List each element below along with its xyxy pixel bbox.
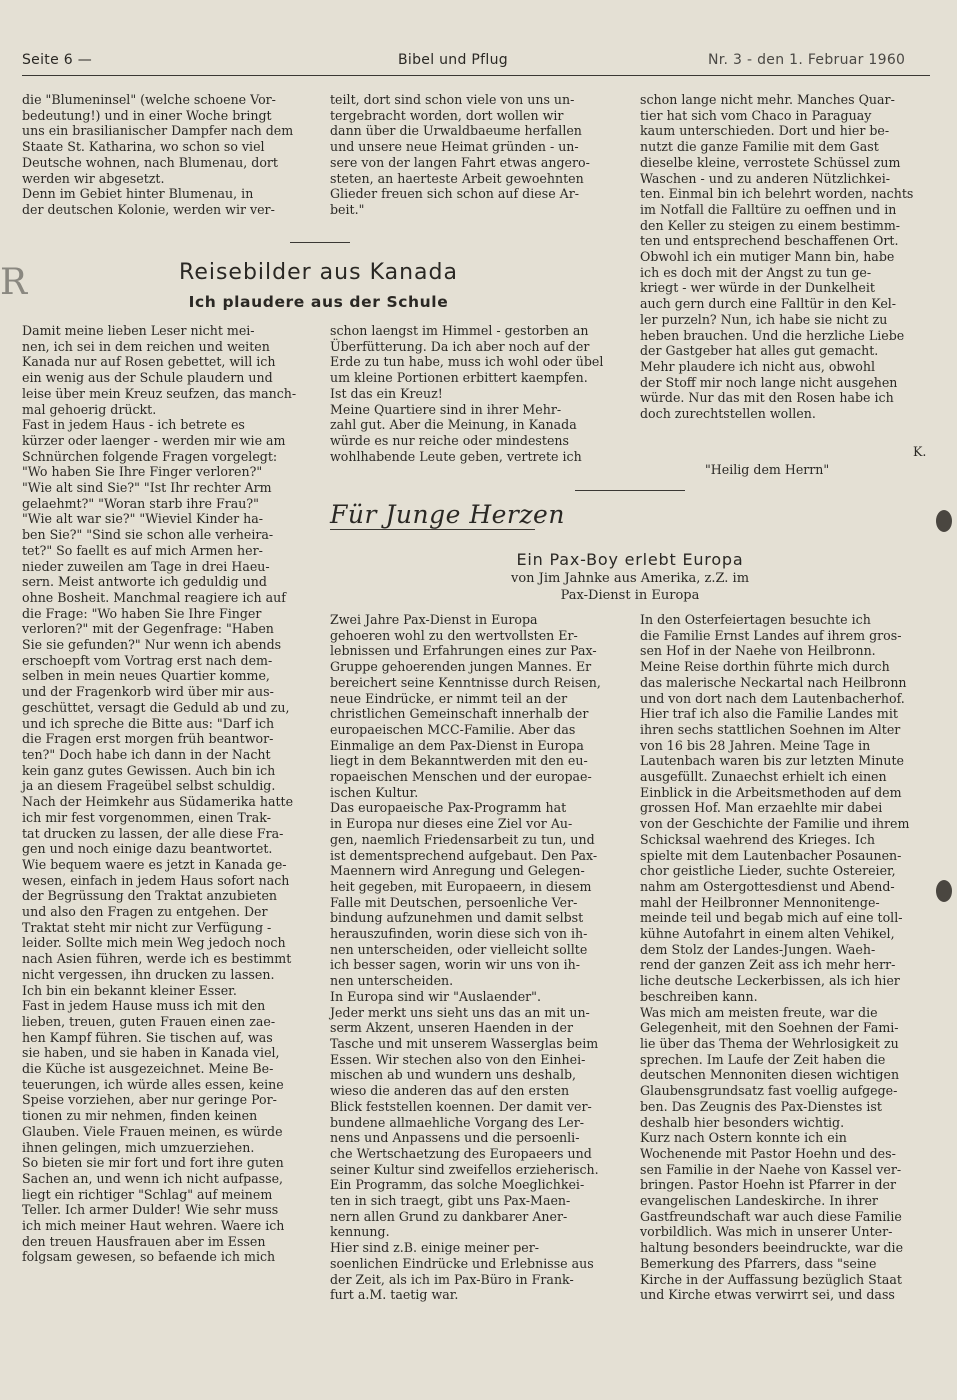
binding-hole-bottom (936, 880, 952, 902)
section-underline (330, 529, 535, 530)
separator-rule (290, 242, 350, 243)
article1-col2: schon laengst im Himmel - gestorben an Überfütterung. Da ich aber noch auf der Erde zu tun habe, muss ich wohl oder übel um kleine Portionen erbittert kaempfen. Ist das ein Kreuz! Meine Quartiere sind in ihrer Mehr- zahl gut. Aber die Meinung, in Kanada würde es nur reiche oder mindestens wohlhabende Leute geben, vertrete ich (330, 323, 604, 464)
continued-text-col1: die "Blumeninsel" (welche schoene Vor- bedeutung!) und in einer Woche bringt uns ein brasilianischer Dampfer nach dem Staate St. Katharina, wo schon so viel Deutsche wohnen, nach Blumenau, dort werden wir abgesetzt. Denn im Gebiet hinter Blumenau, in der deutschen Kolonie, werden wir ver- (22, 92, 294, 217)
article-title: Reisebilder aus Kanada (179, 260, 458, 285)
article-subtitle: Ich plaudere aus der Schule (188, 293, 449, 311)
section-title: Für Junge Herzen (330, 500, 565, 529)
author-initial: K. (913, 444, 927, 459)
binding-hole-top (936, 510, 952, 532)
article2-col3: In den Osterfeiertagen besuchte ich die Familie Ernst Landes auf ihrem gros- sen Hof in der Naehe von Heilbronn. Meine Reise dorthin führte mich durch das malerische Neckartal nach Heilbronn und von dort nach dem Lautenbacherhof. Hier traf ich also die Familie Landes mit ihren sechs stattlichen Soehnen im Alter von 16 bis 28 Jahren. Meine Tage in Lautenbach waren bis zur letzten Minute ausgefüllt. Zunaechst erhielt ich einen Einblick in die Arbeitsmethoden auf dem grossen Hof. Man erzaehlte mir dabei von der Geschichte der Familie und ihrem Schicksal waehrend des Krieges. Ich spielte mit dem Lautenbacher Posaunen- chor geistliche Lieder, suchte Ostereier, nahm am Ostergottesdienst und Abend- mahl der Heilbronner Mennonitenge- meinde teil und begab mich auf eine toll- kühne Autofahrt in einem alten Vehikel, dem Stolz der Landes-Jungen. Waeh- rend der ganzen Zeit ass ich mehr herr- liche deutsche Leckerbissen, als ich hier beschreiben kann. Was mich am meisten freute, war die Gelegenheit, mit den Soehnen der Fami- lie über das Thema der Wehrlosigkeit zu sprechen. Im Laufe der Zeit haben die deutschen Mennoniten diesen wichtigen Glaubensgrundsatz fast voellig aufgege- ben. Das Zeugnis des Pax-Dienstes ist deshalb hier besonders wichtig. Kurz nach Ostern konnte ich ein Wochenende mit Pastor Hoehn und des- sen Familie in der Naehe von Kassel ver- bringen. Pastor Hoehn ist Pfarrer in der evangelischen Landeskirche. In ihrer Gastfreundschaft war auch diese Familie vorbildlich. Was mich in unserer Unter- haltung besonders beeindruckte, war die Bemerkung des Pfarrers, dass "seine Kirche in der Auffassung bezüglich Staat und Kirche etwas verwirrt sei, und dass (640, 612, 910, 1303)
article2-col2: Zwei Jahre Pax-Dienst in Europa gehoeren wohl zu den wertvollsten Er- lebnissen und Erfahrungen eines zur Pax- Gruppe gehoerenden jungen Mannes. Er bereichert seine Kenntnisse durch Reisen, neue Eindrücke, er nimmt teil an der christlichen Gemeinschaft innerhalb der europaeischen MCC-Familie. Aber das Einmalige an dem Pax-Dienst in Europa liegt in dem Bekanntwerden mit den eu- ropaeischen Menschen und der europae- ischen Kultur. Das europaeische Pax-Programm hat in Europa nur dieses eine Ziel vor Au- gen, naemlich Friedensarbeit zu tun, und ist dementsprechend aufgebaut. Den Pax- Maennern wird Anregung und Gelegen- heit gegeben, mit Europaeern, in diesem Falle mit Deutschen, persoenliche Ver- bindung aufzunehmen und damit selbst herauszufinden, worin diese sich von ih- nen unterscheiden, oder vielleicht sollte ich besser sagen, worin wir uns von ih- nen unterscheiden. In Europa sind wir "Auslaender". Jeder merkt uns sieht uns das an mit un- serm Akzent, unseren Haenden in der Tasche und mit unserem Wasserglas beim Essen. Wir stechen also von den Einhei- mischen ab und wundern uns deshalb, wieso die anderen das auf den ersten Blick feststellen koennen. Der damit ver- bundene allmaehliche Vorgang des Ler- nens und Anpassens und die persoenli- che Wertschaetzung des Europaeers und seiner Kultur sind zweifellos erzieherisch. Ein Programm, das solche Moeglichkei- ten in sich traegt, gibt uns Pax-Maen- nern allen Grund zu dankbarer Aner- kennung. Hier sind z.B. einige meiner per- soenlichen Eindrücke und Erlebnisse aus der Zeit, als ich im Pax-Büro in Frank- furt a.M. taetig war. (330, 612, 601, 1303)
article1-col1: Damit meine lieben Leser nicht mei- nen, ich sei in dem reichen und weiten Kanada nur auf Rosen gebettet, will ich ein wenig aus der Schule plaudern und leise über mein Kreuz seufzen, das manch- mal gehoerig drückt. Fast in jedem Haus - ich betrete es kürzer oder laenger - werden mir wie am Schnürchen folgende Fragen vorgelegt: "Wo haben Sie Ihre Finger verloren?" "Wie alt sind Sie?" "Ist Ihr rechter Arm gelaehmt?" "Woran starb ihre Frau?" "Wie alt war sie?" "Wieviel Kinder ha- ben Sie?" "Sind sie schon alle verheira- tet?" So faellt es auf mich Armen her- nieder zuweilen am Tage in drei Haeu- sern. Meist antworte ich geduldig und ohne Bosheit. Manchmal reagiere ich auf die Frage: "Wo haben Sie Ihre Finger verloren?" mit der Gegenfrage: "Haben Sie sie gefunden?" Nur wenn ich abends erschoepft vom Vortrag erst nach dem- selben in mein neues Quartier komme, und der Fragenkorb wird über mir aus- geschüttet, versagt die Geduld ab und zu, und ich spreche die Bitte aus: "Darf ich die Fragen erst morgen früh beantwor- ten?" Doch habe ich dann in der Nacht kein ganz gutes Gewissen. Auch bin ich ja an diesem Frageübel selbst schuldig. Nach der Heimkehr aus Südamerika hatte ich mir fest vorgenommen, einen Trak- tat drucken zu lassen, der alle diese Fra- gen und noch einige dazu beantwortet. Wie bequem waere es jetzt in Kanada ge- wesen, einfach in jedem Haus sofort nach der Begrüssung den Traktat anzubieten und also den Fragen zu entgehen. Der Traktat steht mir nicht zur Verfügung - leider. Sollte mich mein Weg jedoch noch nach Asien führen, werde ich es bestimmt nicht vergessen, ihn drucken zu lassen. Ich bin ein bekannt kleiner Esser. Fast in jedem Hause muss ich mit den lieben, treuen, guten Frauen einen zae- hen Kampf führen. Sie tischen auf, was sie haben, und sie haben in Kanada viel, die Küche ist ausgezeichnet. Meine Be- teuerungen, ich würde alles essen, keine Speise vorziehen, aber nur geringe Por- tionen zu mir nehmen, finden keinen Glauben. Viele Frauen meinen, es würde ihnen gelingen, mich umzuerziehen. So bieten sie mir fort und fort ihre guten Sachen an, und wenn ich nicht aufpasse, liegt ein richtiger "Schlag" auf meinem Teller. Ich armer Dulder! Wie sehr muss ich mich meiner Haut wehren. Waere ich den treuen Hausfrauen aber im Essen folgsam gewesen, so befaende ich mich (22, 323, 297, 1265)
continued-text-col2: teilt, dort sind schon viele von uns un- tergebracht worden, dort wollen wir dann über die Urwaldbaeume herfallen und unsere neue Heimat gründen - un- sere von der langen Fahrt etwas angero- steten, an haerteste Arbeit gewoehnten Glieder freuen sich schon auf diese Ar- beit." (330, 92, 590, 217)
article2-byline: von Jim Jahnke aus Amerika, z.Z. im Pax-Dienst in Europa (510, 571, 750, 603)
page-number: Seite 6 — (22, 52, 92, 68)
closing-motto: "Heilig dem Herrn" (705, 462, 830, 477)
header-rule (22, 75, 930, 76)
margin-mark: R (0, 262, 28, 303)
publication-title: Bibel und Pflug (398, 52, 508, 68)
article2-title: Ein Pax-Boy erlebt Europa (516, 550, 744, 569)
article1-col3: schon lange nicht mehr. Manches Quar- tier hat sich vom Chaco in Paraguay kaum unterschieden. Dort und hier be- nutzt die ganze Familie mit dem Gast dieselbe kleine, verrostete Schüssel zum Waschen - und zu anderen Nützlichkei- ten. Einmal bin ich belehrt worden, nachts im Notfall die Falltüre zu oeffnen und in den Keller zu steigen zu einem bestimm- ten und entsprechend beschaffenen Ort. Obwohl ich ein mutiger Mann bin, habe ich es doch mit der Angst zu tun ge- kriegt - wer würde in der Dunkelheit auch gern durch eine Falltür in den Kel- ler purzeln? Nun, ich habe sie nicht zu heben brauchen. Und die herzliche Liebe der Gastgeber hat alles gut gemacht. Mehr plaudere ich nicht aus, obwohl der Stoff mir noch lange nicht ausgehen würde. Nur das mit den Rosen habe ich doch zurechtstellen wollen. (640, 92, 914, 422)
issue-date: Nr. 3 - den 1. Februar 1960 (708, 52, 906, 68)
section-rule (575, 490, 685, 491)
